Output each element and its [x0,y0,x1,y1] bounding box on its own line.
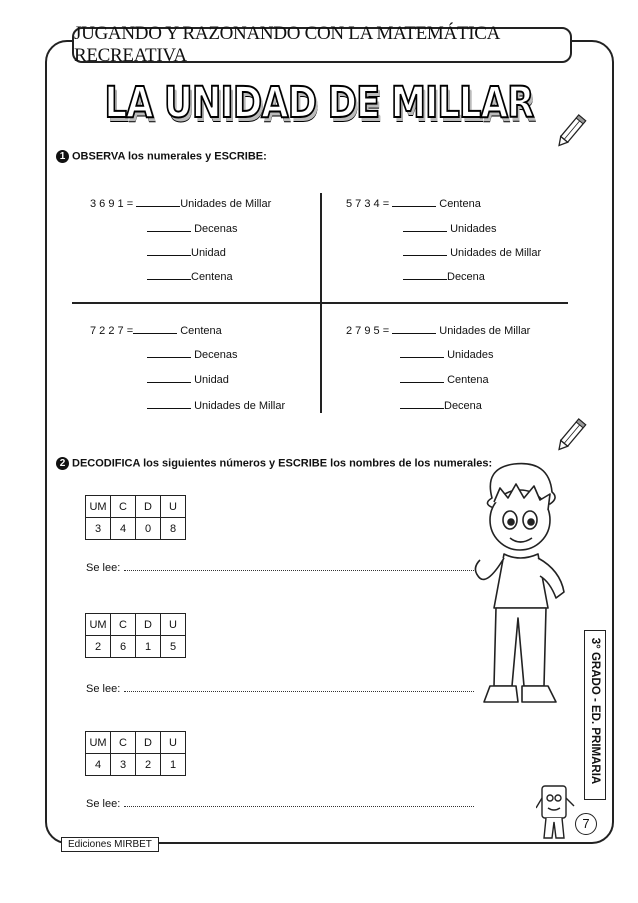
q1-line-2 [147,222,237,235]
digit-cell: 1 [136,636,161,658]
header-banner [72,23,572,66]
header-d: D [136,496,161,518]
read-line [86,682,474,695]
header-d: D [136,614,161,636]
answer-blank[interactable] [392,197,436,207]
digit-cell: 1 [161,754,186,776]
q4-line-1 [346,324,530,337]
q4-label: Centena [447,374,489,386]
q2-label: Unidades de Millar [450,247,542,259]
q3-line-3 [147,373,229,386]
q3-label: Decenas [194,349,238,361]
q1-line-1 [90,197,271,210]
digit-cell: 2 [86,636,111,658]
q3-number: 7 2 2 7 = [90,325,134,337]
q1-number: 3 6 9 1 = [90,198,134,210]
answer-blank[interactable] [147,399,191,409]
header-u: U [161,496,186,518]
section2-instruction: DECODIFICA los siguientes números y ESCRIBE los nombres de los numerales: [72,457,493,470]
grade-label: 3° GRADO - ED. PRIMARIA [589,637,601,785]
read-label: Se lee: [86,798,121,810]
q1-line-3 [147,246,226,259]
divider-vertical [320,193,322,413]
header-d: D [136,732,161,754]
book-mascot-illustration [536,778,576,848]
q2-label: Unidades [450,223,497,235]
q2-number: 5 7 3 4 = [346,198,390,210]
answer-blank[interactable] [133,324,177,334]
q2-line-1 [346,197,481,210]
place-value-table [85,495,186,540]
q4-line-2 [400,348,494,361]
answer-blank[interactable] [403,222,447,232]
answer-blank[interactable] [147,222,191,232]
answer-dotted-line[interactable] [124,797,474,807]
q2-label: Centena [439,198,481,210]
digit-cell: 4 [86,754,111,776]
q3-label: Centena [180,325,222,337]
q4-label: Unidades de Millar [439,325,531,337]
q4-label: Decena [444,400,482,412]
q1-label: Unidad [191,247,226,259]
q2-label: Decena [447,271,485,283]
q4-label: Unidades [447,349,494,361]
banner-text: JUGANDO Y RAZONANDO CON LA MATEMÁTICA RECREATIVA [74,23,500,66]
section2-heading [56,457,492,470]
answer-blank[interactable] [403,246,447,256]
q1-label: Unidades de Millar [180,198,272,210]
answer-dotted-line[interactable] [124,561,474,571]
answer-blank[interactable] [147,373,191,383]
q1-label: Centena [191,271,233,283]
pencil-icon [555,112,587,152]
answer-blank[interactable] [147,246,191,256]
answer-blank[interactable] [400,348,444,358]
section1-heading [56,150,267,163]
read-line [86,561,474,574]
read-line [86,797,474,810]
boy-illustration [464,458,574,718]
q2-line-4 [403,270,485,283]
q3-line-1 [90,324,222,337]
section1-instruction: OBSERVA los numerales y ESCRIBE: [72,150,267,163]
answer-blank[interactable] [400,373,444,383]
section2-number: 2 [56,457,69,470]
digit-cell: 2 [136,754,161,776]
q4-line-3 [400,373,489,386]
digit-cell: 3 [86,518,111,540]
q1-line-4 [147,270,233,283]
publisher-footer: Ediciones MIRBET [61,837,159,852]
answer-blank[interactable] [403,270,447,280]
answer-blank[interactable] [400,399,444,409]
place-value-table [85,613,186,658]
digit-cell: 0 [136,518,161,540]
header-u: U [161,732,186,754]
q3-line-2 [147,348,237,361]
q3-label: Unidad [194,374,229,386]
digit-cell: 6 [111,636,136,658]
grade-side-tab [584,630,606,800]
digit-cell: 5 [161,636,186,658]
header-c: C [111,732,136,754]
header-um: UM [86,496,111,518]
read-label: Se lee: [86,562,121,574]
pencil-icon [555,416,587,456]
page-number: 7 [575,813,597,835]
answer-dotted-line[interactable] [124,682,474,692]
q2-line-3 [403,246,541,259]
q4-line-4 [400,399,482,412]
digit-cell: 8 [161,518,186,540]
digit-cell: 4 [111,518,136,540]
place-value-table [85,731,186,776]
header-u: U [161,614,186,636]
answer-blank[interactable] [136,197,180,207]
digit-cell: 3 [111,754,136,776]
q1-label: Decenas [194,223,238,235]
read-label: Se lee: [86,683,121,695]
answer-blank[interactable] [147,270,191,280]
header-c: C [111,614,136,636]
answer-blank[interactable] [147,348,191,358]
header-um: UM [86,732,111,754]
q4-number: 2 7 9 5 = [346,325,390,337]
section1-number: 1 [56,150,69,163]
header-um: UM [86,614,111,636]
header-c: C [111,496,136,518]
q3-line-4 [147,399,285,412]
answer-blank[interactable] [392,324,436,334]
q3-label: Unidades de Millar [194,400,286,412]
q2-line-2 [403,222,497,235]
page-title: LA UNIDAD DE MILLAR [104,78,534,128]
